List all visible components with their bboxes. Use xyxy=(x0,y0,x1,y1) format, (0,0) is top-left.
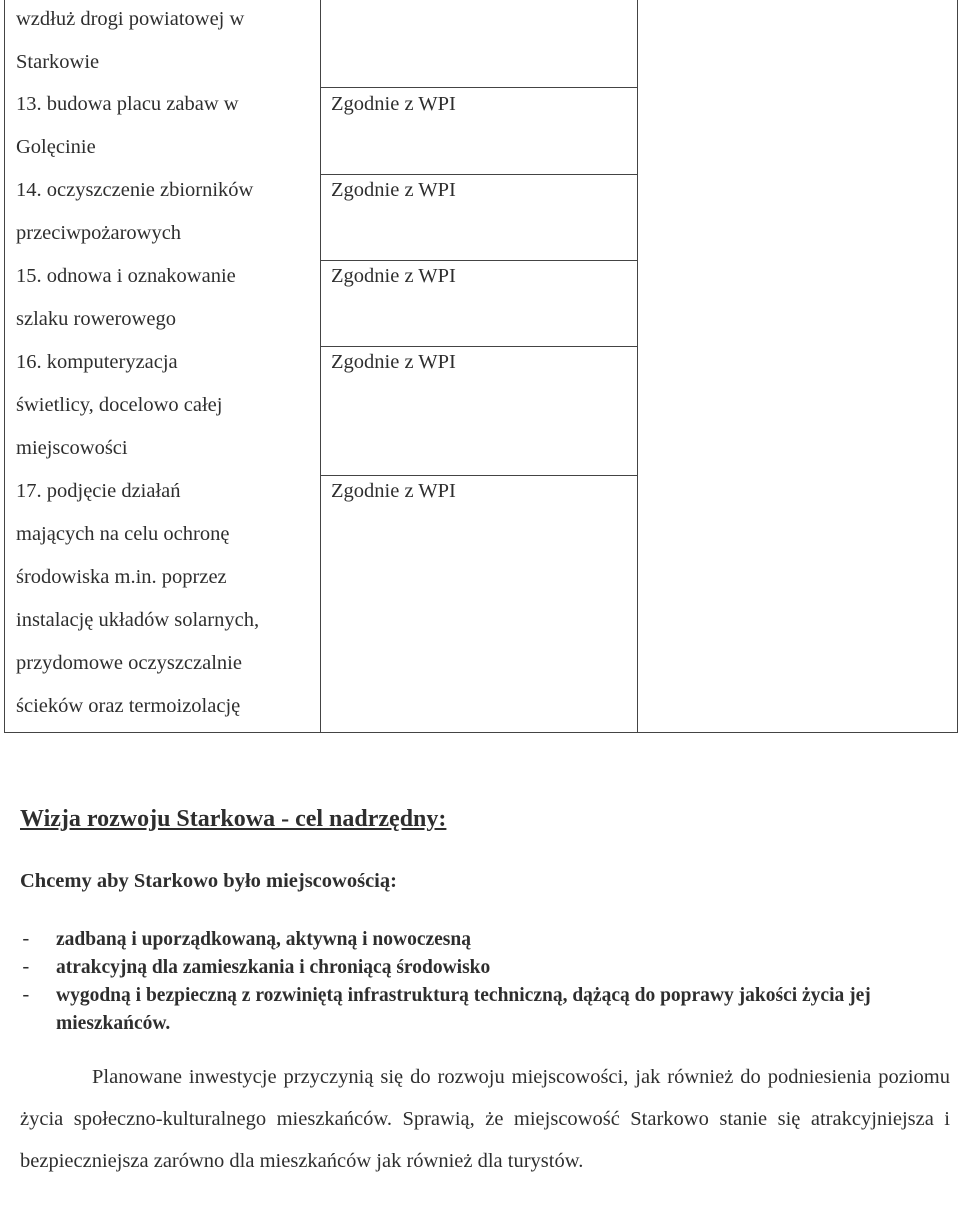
column-divider xyxy=(637,0,638,732)
bullet-marker: - xyxy=(20,957,32,979)
table-row-description: 14. oczyszczenie zbiorników przeciwpożarowych xyxy=(16,179,254,244)
vision-heading: Wizja rozwoju Starkowa - cel nadrzędny: xyxy=(20,806,447,832)
table-row-description: 15. odnowa i oznakowanie szlaku rowerowego xyxy=(16,265,236,330)
table-row-description: 16. komputeryzacja świetlicy, docelowo całej miejscowości xyxy=(16,351,223,459)
table-row-description: 13. budowa placu zabaw w Golęcinie xyxy=(16,93,239,158)
bullet-marker: - xyxy=(20,985,32,1007)
bullet-marker: - xyxy=(20,929,32,951)
list-item: - wygodną i bezpieczną z rozwiniętą infrastrukturą techniczną, dążącą do poprawy jakości życia jej mieszkańców. xyxy=(20,982,940,1038)
list-item: - zadbaną i uporządkowaną, aktywną i nowoczesną xyxy=(20,926,940,954)
table-row-status: Zgodnie z WPI xyxy=(331,179,456,201)
column-divider xyxy=(320,0,321,732)
table-row-status: Zgodnie z WPI xyxy=(331,351,456,373)
table-row-status: Zgodnie z WPI xyxy=(331,480,456,502)
summary-paragraph: Planowane inwestycje przyczynią się do rozwoju miejscowości, jak również do podniesienia poziomu życia społeczno-kulturalnego mieszkańców. Sprawią, że miejscowość Starkowo stanie się atrakcyjniejsza i bezpieczniejsza zarówno dla mieszkańców jak również dla turystów. xyxy=(20,1066,950,1172)
list-item: - atrakcyjną dla zamieszkania i chroniącą środowisko xyxy=(20,954,940,982)
table-row-status: Zgodnie z WPI xyxy=(331,93,456,115)
table-row-description: 17. podjęcie działań mających na celu ochronę środowiska m.in. poprzez instalację układów solarnych, przydomowe oczyszczalnie ścieków oraz termoizolację xyxy=(16,480,260,717)
investment-table xyxy=(4,0,958,733)
table-row-status: Zgodnie z WPI xyxy=(331,265,456,287)
table-row-description: wzdłuż drogi powiatowej w Starkowie xyxy=(16,8,245,73)
vision-bullet-list xyxy=(20,926,940,1038)
vision-intro: Chcemy aby Starkowo było miejscowością: xyxy=(20,870,397,892)
